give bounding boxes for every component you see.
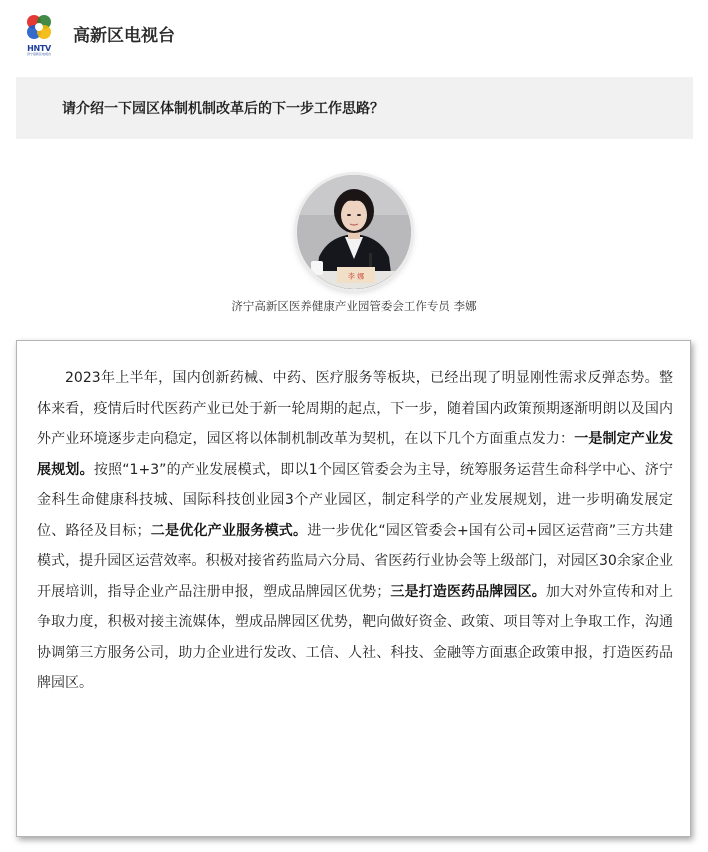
logo-text: HNTV: [27, 44, 51, 53]
interviewee-portrait: [297, 175, 411, 289]
article-point-1: 一是制定产业发展规划。: [37, 431, 674, 478]
portrait-caption: 济宁高新区医养健康产业园管委会工作专员 李娜: [231, 299, 477, 313]
question-banner: [16, 77, 693, 139]
article-point-3: 三是打造医药品牌园区。: [390, 583, 546, 600]
article-text-part-2: 按照“1+3”的产业发展模式，即以1个园区管委会为主导，统筹服务运营生命科学中心、济宁金科生命健康科技城、国际科技创业园3个产业园区，制定科学的产业发展规划，进一步明确发展定位、路径及目标；: [37, 461, 674, 539]
article-point-2: 二是优化产业服务模式。: [150, 522, 308, 539]
article-text-part-3: 进一步优化“园区管委会+国有公司+园区运营商”三方共建模式，提升园区运营效率。积极对接省药监局六分局、省医药行业协会等上级部门，对园区30余家企业开展培训，指导企业产品注册申报，塑成品牌园区优势；: [37, 522, 674, 600]
page-header: [0, 0, 708, 62]
hntv-logo: [24, 12, 54, 54]
article-paragraph: [37, 363, 673, 699]
question-text: 请介绍一下园区体制机制改革后的下一步工作思路？: [62, 101, 384, 117]
article-text-part-1: 2023年上半年，国内创新药械、中药、医疗服务等板块，已经出现了明显刚性需求反弹态势。整体来看，疫情后时代医药产业已处于新一轮周期的起点，下一步，随着国内政策预期逐渐明朗以及国内外产业环境逐步走向稳定，园区将以体制机制改革为契机，在以下几个方面重点发力：: [37, 370, 673, 447]
logo-subtext: 济宁高新区电视台: [26, 52, 51, 56]
portrait-photo-icon: [297, 175, 411, 289]
article-box: [16, 340, 691, 837]
article-text-part-4: 加大对外宣传和对上争取力度，积极对接主流媒体，塑成品牌园区优势，靶向做好资金、政策、项目等对上争取工作，沟通协调第三方服务公司，助力企业进行发改、工信、人社、科技、金融等方面惠企政策申报，打造医药品牌园区。: [37, 583, 674, 691]
nameplate-text: 李 娜: [347, 272, 365, 281]
logo-emblem-icon: [24, 12, 54, 44]
channel-title: 高新区电视台: [73, 26, 175, 46]
